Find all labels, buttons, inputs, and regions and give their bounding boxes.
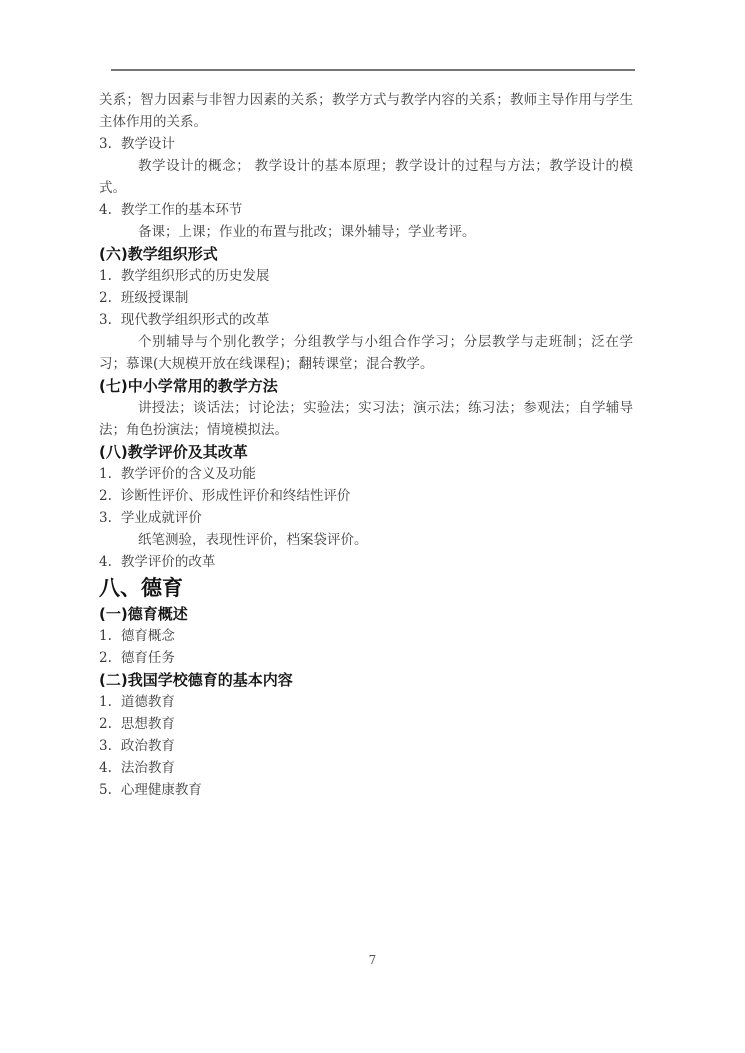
list-item-label: 班级授课制 (120, 290, 189, 306)
detail-paragraph: 纸笔测验，表现性评价，档案袋评价。 (138, 532, 368, 548)
list-item-label: 教学组织形式的历史发展 (120, 268, 270, 284)
list-item-label: 思想教育 (120, 716, 175, 732)
list-item-label: 现代教学组织形式的改革 (120, 312, 270, 328)
list-item-number: 3. (99, 136, 112, 152)
list-item-label: 学业成就评价 (120, 510, 202, 526)
page-footer (0, 952, 745, 968)
list-item-label: 政治教育 (120, 738, 175, 754)
section-heading-6: (六)教学组织形式 (99, 245, 218, 263)
list-item-label: 教学设计 (120, 136, 175, 152)
continuation-paragraph: 关系；智力因素与非智力因素的关系；教学方式与教学内容的关系；教师主导作用与学生主体作用的关系。 (99, 92, 633, 130)
header-rule (111, 69, 635, 71)
list-item-label: 法治教育 (120, 760, 175, 776)
list-item-label: 德育任务 (120, 650, 175, 666)
list-item (99, 713, 633, 735)
detail-paragraph: 备课；上课；作业的布置与批改；课外辅导；学业考评。 (138, 224, 476, 240)
page-content (99, 89, 633, 801)
list-item-number: 1. (99, 466, 112, 482)
list-item-label: 德育概念 (120, 628, 175, 644)
list-item (99, 199, 633, 221)
list-item (99, 691, 633, 713)
page-number: 7 (368, 953, 377, 967)
list-item-label: 教学评价的改革 (120, 554, 216, 570)
list-item-label: 道德教育 (120, 694, 175, 710)
list-item-label: 心理健康教育 (120, 782, 202, 798)
list-item-number: 1. (99, 628, 112, 644)
list-item (99, 757, 633, 779)
list-item-number: 4. (99, 760, 112, 776)
chapter-heading: 八、德育 (99, 576, 183, 600)
list-item-number: 2. (99, 290, 112, 306)
list-item (99, 507, 633, 529)
list-item (99, 735, 633, 757)
list-item-number: 1. (99, 268, 112, 284)
list-item (99, 485, 633, 507)
list-item-number: 4. (99, 554, 112, 570)
list-item (99, 463, 633, 485)
list-item-label: 教学评价的含义及功能 (120, 466, 256, 482)
list-item (99, 625, 633, 647)
list-item-number: 1. (99, 694, 112, 710)
list-item-number: 3. (99, 510, 112, 526)
list-item-number: 3. (99, 312, 112, 328)
list-item (99, 309, 633, 331)
list-item (99, 287, 633, 309)
section-heading-7: (七)中小学常用的教学方法 (99, 377, 278, 395)
section-heading-d1: (一)德育概述 (99, 605, 188, 623)
list-item-number: 5. (99, 782, 112, 798)
list-item (99, 779, 633, 801)
list-item-label: 教学工作的基本环节 (120, 202, 243, 218)
list-item-number: 2. (99, 488, 112, 504)
list-item-number: 3. (99, 738, 112, 754)
list-item-number: 2. (99, 650, 112, 666)
list-item (99, 133, 633, 155)
list-item (99, 551, 633, 573)
list-item-number: 4. (99, 202, 112, 218)
detail-paragraph: 个别辅导与个别化教学；分组教学与小组合作学习；分层教学与走班制；泛在学习；慕课(大规模开放在线课程)；翻转课堂；混合教学。 (99, 334, 633, 372)
list-item-number: 2. (99, 716, 112, 732)
list-item (99, 265, 633, 287)
list-item (99, 647, 633, 669)
list-item-label: 诊断性评价、形成性评价和终结性评价 (120, 488, 351, 504)
detail-paragraph: 讲授法；谈话法；讨论法；实验法；实习法；演示法；练习法；参观法；自学辅导法；角色扮演法；情境模拟法。 (99, 400, 633, 438)
section-heading-d2: (二)我国学校德育的基本内容 (99, 671, 293, 689)
detail-paragraph: 教学设计的概念； 教学设计的基本原理；教学设计的过程与方法；教学设计的模式。 (99, 158, 633, 196)
section-heading-8: (八)教学评价及其改革 (99, 443, 248, 461)
